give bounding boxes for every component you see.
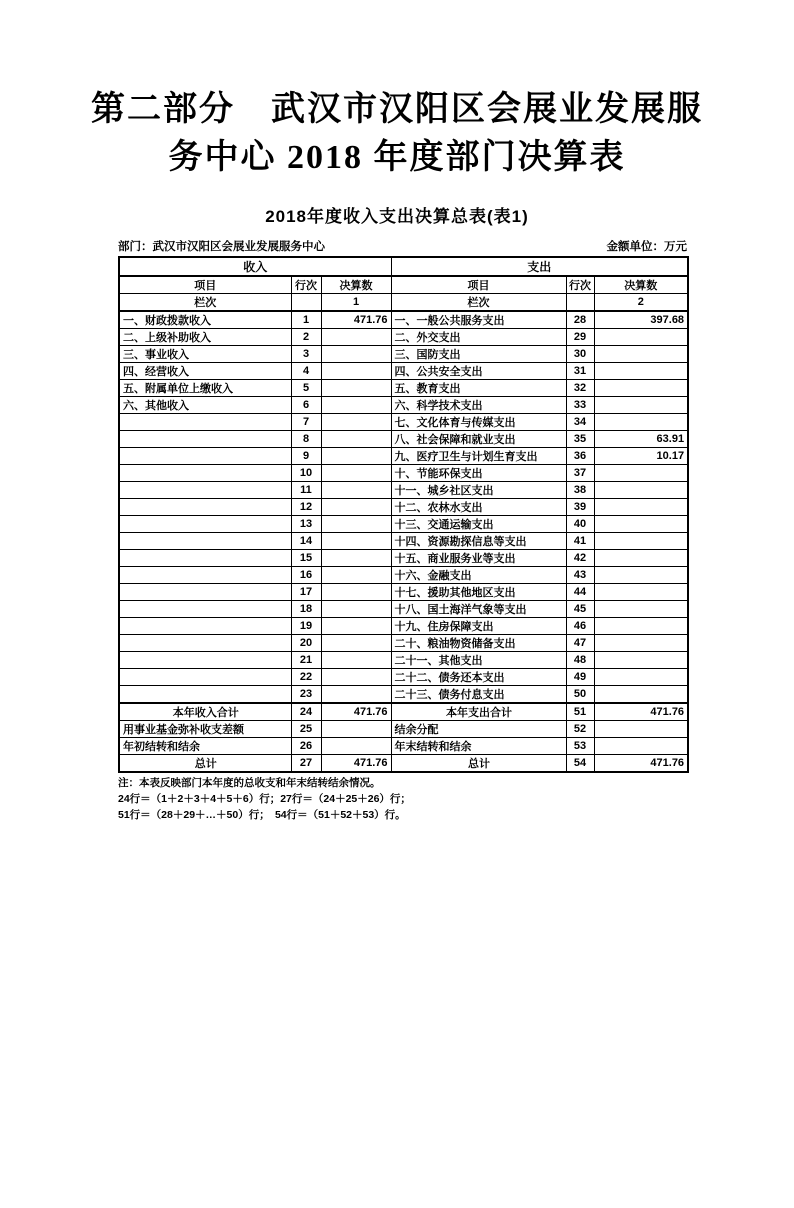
table-cell [321,431,391,448]
table-cell: 13 [291,516,321,533]
table-column-header-row [119,276,688,294]
table-row [119,363,688,380]
document-page [0,86,794,1208]
table-row [119,431,688,448]
table-cell: 43 [566,567,594,584]
table-row [119,601,688,618]
table-cell: 9 [291,448,321,465]
table-row [119,329,688,346]
table-cell: 23 [291,686,321,704]
table-cell [594,363,688,380]
expense-section-header: 支出 [391,257,688,276]
table-cell [321,721,391,738]
table-cell [119,618,291,635]
table-cell [594,686,688,704]
table-cell [119,669,291,686]
table-cell: 471.76 [321,311,391,329]
table-cell: 38 [566,482,594,499]
income-item-header: 项目 [119,276,291,294]
expense-lanci-col: 2 [594,294,688,312]
table-cell [594,738,688,755]
table-cell [321,635,391,652]
table-cell: 39 [566,499,594,516]
column-index-row [119,294,688,312]
table-cell: 结余分配 [391,721,566,738]
table-cell [594,533,688,550]
table-cell: 51 [566,703,594,721]
table-cell: 一、财政拨款收入 [119,311,291,329]
table-cell: 41 [566,533,594,550]
table-cell: 二、上级补助收入 [119,329,291,346]
table-cell [321,448,391,465]
income-section-header: 收入 [119,257,391,276]
table-cell: 54 [566,755,594,773]
table-cell: 48 [566,652,594,669]
table-cell: 16 [291,567,321,584]
table-cell: 十二、农林水支出 [391,499,566,516]
table-cell: 三、国防支出 [391,346,566,363]
table-cell [594,465,688,482]
table-cell [119,601,291,618]
table-cell [594,550,688,567]
table-cell: 471.76 [321,703,391,721]
table-cell: 十六、金融支出 [391,567,566,584]
table-cell: 年末结转和结余 [391,738,566,755]
table-cell [321,482,391,499]
table-cell: 49 [566,669,594,686]
table-row [119,465,688,482]
table-cell [119,414,291,431]
table-cell: 25 [291,721,321,738]
table-cell: 十一、城乡社区支出 [391,482,566,499]
income-amount-header: 决算数 [321,276,391,294]
table-cell: 5 [291,380,321,397]
table-cell [321,380,391,397]
table-cell [594,516,688,533]
table-cell: 471.76 [594,703,688,721]
income-lanci-blank [291,294,321,312]
table-row [119,380,688,397]
table-cell [119,635,291,652]
table-cell: 21 [291,652,321,669]
table-cell [321,533,391,550]
table-cell: 26 [291,738,321,755]
table-cell: 总计 [391,755,566,773]
table-row [119,669,688,686]
table-cell: 34 [566,414,594,431]
table-cell [321,465,391,482]
table-cell: 46 [566,618,594,635]
table-cell [594,601,688,618]
table-cell [594,499,688,516]
table-cell [321,738,391,755]
income-lanci-col: 1 [321,294,391,312]
table-cell: 31 [566,363,594,380]
table-cell [119,448,291,465]
table-cell: 十九、住房保障支出 [391,618,566,635]
table-cell [321,584,391,601]
table-row [119,652,688,669]
table-cell: 44 [566,584,594,601]
table-cell [321,499,391,516]
table-cell: 7 [291,414,321,431]
table-row [119,533,688,550]
table-cell: 52 [566,721,594,738]
table-row [119,448,688,465]
table-meta-row [118,238,687,254]
table-cell: 3 [291,346,321,363]
table-cell: 十三、交通运输支出 [391,516,566,533]
table-cell: 35 [566,431,594,448]
table-cell: 八、社会保障和就业支出 [391,431,566,448]
table-cell: 十、节能环保支出 [391,465,566,482]
unit-label: 金额单位：万元 [606,241,687,253]
table-row [119,397,688,414]
table-cell: 50 [566,686,594,704]
table-cell: 四、公共安全支出 [391,363,566,380]
department-label: 部门：武汉市汉阳区会展业发展服务中心 [118,241,325,253]
table-cell: 十七、援助其他地区支出 [391,584,566,601]
table-cell: 四、经营收入 [119,363,291,380]
table-cell: 6 [291,397,321,414]
table-cell: 47 [566,635,594,652]
table-cell: 一、一般公共服务支出 [391,311,566,329]
table-cell: 42 [566,550,594,567]
table-cell: 十四、资源勘探信息等支出 [391,533,566,550]
table-body [119,311,688,772]
table-cell: 六、其他收入 [119,397,291,414]
table-cell [594,635,688,652]
table-cell: 20 [291,635,321,652]
table-cell: 27 [291,755,321,773]
table-cell: 29 [566,329,594,346]
final-accounts-table [118,256,689,773]
table-cell: 二十三、债务付息支出 [391,686,566,704]
table-cell: 63.91 [594,431,688,448]
table-cell: 五、附属单位上缴收入 [119,380,291,397]
expense-amount-header: 决算数 [594,276,688,294]
table-row [119,703,688,721]
table-cell [119,431,291,448]
table-cell: 32 [566,380,594,397]
table-cell [321,669,391,686]
table-row [119,346,688,363]
table-cell: 471.76 [321,755,391,773]
table-cell: 40 [566,516,594,533]
table-cell: 本年支出合计 [391,703,566,721]
table-cell: 36 [566,448,594,465]
table-row [119,516,688,533]
table-cell: 53 [566,738,594,755]
table-cell: 37 [566,465,594,482]
table-cell [321,397,391,414]
table-cell [594,618,688,635]
table-cell: 1 [291,311,321,329]
table-cell: 12 [291,499,321,516]
table-cell: 19 [291,618,321,635]
table-row [119,755,688,773]
table-title: 2018年度收入支出决算总表(表1) [265,207,529,226]
table-cell [119,567,291,584]
table-cell [594,584,688,601]
table-cell [119,533,291,550]
table-cell: 8 [291,431,321,448]
table-cell [594,329,688,346]
table-row [119,721,688,738]
table-cell: 二、外交支出 [391,329,566,346]
document-title [0,86,794,182]
table-cell [321,601,391,618]
table-row [119,414,688,431]
table-cell: 33 [566,397,594,414]
table-cell [321,516,391,533]
table-cell: 11 [291,482,321,499]
table-row [119,482,688,499]
table-cell: 三、事业收入 [119,346,291,363]
table-cell: 二十一、其他支出 [391,652,566,669]
table-cell: 18 [291,601,321,618]
table-cell: 10.17 [594,448,688,465]
table-cell [321,363,391,380]
table-row [119,635,688,652]
table-row [119,738,688,755]
document-title-line2: 务中心 2018 年度部门决算表 [168,139,626,176]
table-cell [119,584,291,601]
expense-line-header: 行次 [566,276,594,294]
table-cell: 二十二、债务还本支出 [391,669,566,686]
table-cell [321,346,391,363]
table-cell: 五、教育支出 [391,380,566,397]
table-cell [321,414,391,431]
expense-lanci-label: 栏次 [391,294,566,312]
expense-item-header: 项目 [391,276,566,294]
table-row [119,550,688,567]
table-cell: 本年收入合计 [119,703,291,721]
table-cell [119,482,291,499]
table-cell: 14 [291,533,321,550]
table-cell [594,652,688,669]
note-formula-line: 24行＝（1＋2＋3＋4＋5＋6）行；27行＝（24＋25＋26）行； [118,793,411,805]
table-cell: 用事业基金弥补收支差额 [119,721,291,738]
table-cell: 4 [291,363,321,380]
table-cell [321,550,391,567]
table-cell [321,618,391,635]
table-cell [594,567,688,584]
table-row [119,584,688,601]
income-lanci-label: 栏次 [119,294,291,312]
table-cell [321,329,391,346]
table-row [119,686,688,704]
table-cell [119,550,291,567]
income-line-header: 行次 [291,276,321,294]
table-cell [594,482,688,499]
table-cell: 17 [291,584,321,601]
table-cell: 22 [291,669,321,686]
table-cell [594,397,688,414]
table-row [119,567,688,584]
table-cell [594,414,688,431]
table-cell: 471.76 [594,755,688,773]
table-area [118,238,687,823]
table-cell: 2 [291,329,321,346]
table-notes [118,776,687,823]
table-cell [594,380,688,397]
table-cell: 30 [566,346,594,363]
table-cell [119,499,291,516]
note-line: 注：本表反映部门本年度的总收支和年末结转结余情况。 [118,777,381,789]
table-cell: 397.68 [594,311,688,329]
table-cell: 24 [291,703,321,721]
table-cell: 六、科学技术支出 [391,397,566,414]
table-cell: 九、医疗卫生与计划生育支出 [391,448,566,465]
table-cell: 28 [566,311,594,329]
table-section-header-row [119,257,688,276]
table-cell [594,721,688,738]
table-cell [119,465,291,482]
document-title-line1: 第二部分 武汉市汉阳区会展业发展服 [91,91,703,128]
table-cell: 10 [291,465,321,482]
table-cell [321,652,391,669]
table-row [119,499,688,516]
table-cell: 七、文化体育与传媒支出 [391,414,566,431]
table-row [119,618,688,635]
table-cell: 15 [291,550,321,567]
table-cell [119,516,291,533]
table-cell: 十五、商业服务业等支出 [391,550,566,567]
table-row [119,311,688,329]
table-cell [119,652,291,669]
table-cell: 年初结转和结余 [119,738,291,755]
expense-lanci-blank [566,294,594,312]
table-cell: 总计 [119,755,291,773]
table-cell: 二十、粮油物资储备支出 [391,635,566,652]
note-formula-line: 51行＝（28＋29＋…＋50）行； 54行＝（51＋52＋53）行。 [118,809,406,821]
table-cell: 十八、国土海洋气象等支出 [391,601,566,618]
table-cell [321,567,391,584]
table-cell [119,686,291,704]
table-cell [594,669,688,686]
table-cell: 45 [566,601,594,618]
table-cell [594,346,688,363]
table-cell [321,686,391,704]
